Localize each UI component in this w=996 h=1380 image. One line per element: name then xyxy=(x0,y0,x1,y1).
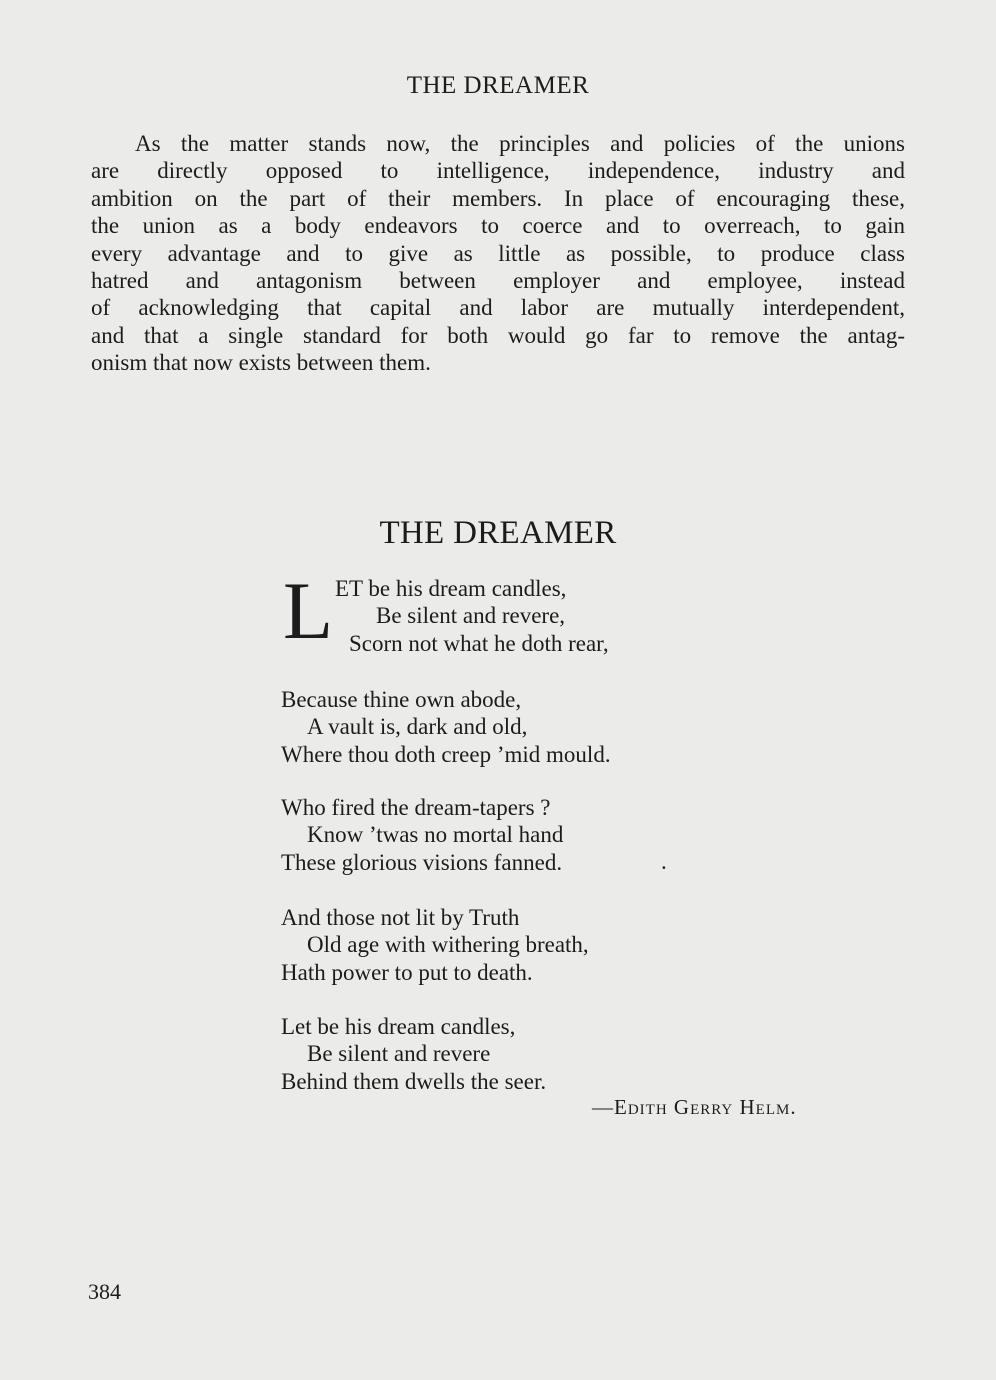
prose-line: onism that now exists between them. xyxy=(91,350,431,376)
prose-line: of acknowledging that capital and labor are mutually interdependent, xyxy=(91,295,905,321)
poem-title: THE DREAMER xyxy=(379,515,617,551)
stanza-2 xyxy=(281,686,611,768)
stanza-4 xyxy=(281,904,589,986)
prose-line: are directly opposed to intelligence, independence, industry and xyxy=(91,158,905,184)
verse-line: Because thine own abode, xyxy=(281,687,522,712)
verse-line: Hath power to put to death. xyxy=(281,959,533,985)
verse-line: A vault is, dark and old, xyxy=(307,714,528,740)
prose-paragraph xyxy=(91,130,905,377)
prose-line: and that a single standard for both would go far to remove the antag- xyxy=(91,322,905,348)
author-signature: —Edith Gerry Helm. xyxy=(592,1095,797,1119)
prose-line: As the matter stands now, the principles and policies of the unions xyxy=(135,131,905,156)
verse-line: And those not lit by Truth xyxy=(281,905,520,930)
prose-line: the union as a body endeavors to coerce and to overreach, to gain xyxy=(91,213,905,239)
verse-line: ET be his dream candles, xyxy=(335,576,567,601)
prose-line: hatred and antagonism between employer and employee, instead xyxy=(91,267,905,293)
drop-cap: L xyxy=(283,565,334,656)
prose-line: ambition on the part of their members. In place of encouraging these, xyxy=(91,185,905,211)
stanza-3 xyxy=(281,794,563,876)
verse-line: Be silent and revere xyxy=(307,1041,491,1067)
stanza-1 xyxy=(281,575,609,657)
stanza-5 xyxy=(281,1013,546,1095)
prose-line: every advantage and to give as little as possible, to produce class xyxy=(91,240,905,266)
verse-line: Scorn not what he doth rear, xyxy=(349,630,609,656)
verse-line: Behind them dwells the seer. xyxy=(281,1068,547,1094)
verse-line: Be silent and revere, xyxy=(376,603,566,629)
running-head: THE DREAMER xyxy=(406,72,590,99)
stray-mark: . xyxy=(661,849,667,874)
verse-line: Let be his dream candles, xyxy=(281,1014,516,1039)
verse-line: These glorious visions fanned. xyxy=(281,849,563,875)
verse-line: Where thou doth creep ’mid mould. xyxy=(281,741,611,767)
poem xyxy=(281,575,667,1094)
page-number: 384 xyxy=(88,1279,121,1304)
verse-line: Know ’twas no mortal hand xyxy=(307,822,564,848)
verse-line: Old age with withering breath, xyxy=(307,932,589,958)
verse-line: Who fired the dream-tapers ? xyxy=(281,795,551,820)
